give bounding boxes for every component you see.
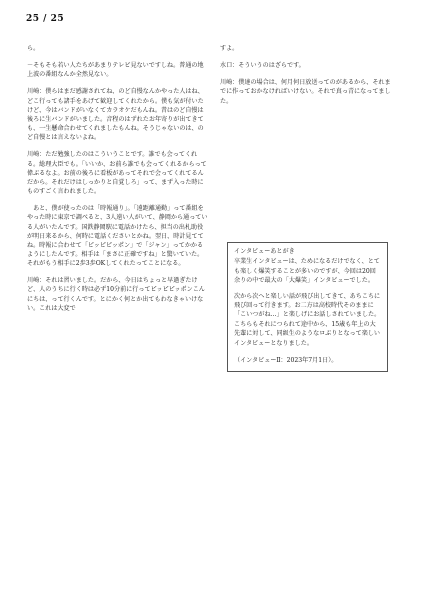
paragraph: 川崎：それは習いました。だから、今日はちょっと早過ぎたけど、人のうちに行く時は必ず10分前に行ってピッピピッポンこんにちは、って行くんです。とにかく何とか出てもわなきゃいけない。これは大変で (27, 277, 205, 312)
paragraph: 川崎：僕らはまだ感謝されてね、のど自慢なんかやった人はね、どこ行っても諸手をあげて歓迎してくれたから。僕も気が付いたけど、今はバンドがいなくてカラオケだもんね。昔はのど自慢は後ろに生バンドがいました。音程のはずれたお年寄りが出てきても、一生懸命合わせてくれましたもんね。そうじゃないのは、のど自慢とは言えないよね。 (27, 88, 204, 142)
page-number: 25 / 25 (26, 14, 65, 24)
left-column (27, 44, 209, 313)
afterword-paragraph: 卒業生インタビューは、ためになるだけでなく、とても楽しく爆笑することが多いのですが、今回は20回余りの中で最大の「大爆笑」インタビューでした。 (234, 258, 380, 285)
afterword-paragraph: 次から次へと楽しい話が飛び出してきて、あちこちに飛び回って行きます。お二方は高校時代そのままに「こいつがね…」と楽しげにお話しされていました。こちらもそれにつられて途中から、15歳も年上の大先輩に対して、同級生のようなロぶりとなって楽しいインタビューとなりました。 (234, 292, 381, 347)
afterword-date: （インタビューⅡ：2023年7月1日）。 (234, 357, 338, 365)
afterword-title: インタビューあとがき (234, 248, 295, 255)
paragraph: すよ。 (220, 45, 239, 52)
paragraph: 水口：そういうのはざらです。 (220, 62, 305, 70)
afterword-box (227, 242, 388, 372)
paragraph: あと、僕が使ったのは「時報通り」。「遠距離通勤」って番組をやった時に東京で調べると、3人遠い人がいて、静岡から通っている人がいたんです。国鉄静岡駅に電話かけたら、担当の出札助役が明日来るから、何時に電話くださいとかね。翌日、時計見ててね。時報に合わせて「ピッピピッポン」で「ジャン」ってかかるようにしたんです。相手は「まさに正確ですね」と驚いていた。それがもう相手に2歩3歩OKしてくれたってことになる。 (27, 205, 208, 268)
paragraph: ら。 (27, 45, 40, 52)
paragraph: 川崎：ただ勉強したのはこういうことです。誰でも会ってくれる。総理大臣でも。「いいか、お前ら誰でも会ってくれるからって偉ぶるなよ。お前の後ろに看板があってそれで会ってくれてるんだから。それだけはしっかりと自覚しろ」って、まず入った時にものすごく言われました。 (27, 151, 207, 196)
right-column (220, 44, 392, 114)
paragraph: －そもそも若い人たちがあまりテレビ見ないですしね。普通の地上波の番組なんか全然見ない。 (27, 62, 204, 79)
paragraph: 川崎：僕達の場合は、何月何日放送ってのがあるから、それまでに作っておかなければいけない。それで真っ青になってました。 (220, 79, 391, 105)
